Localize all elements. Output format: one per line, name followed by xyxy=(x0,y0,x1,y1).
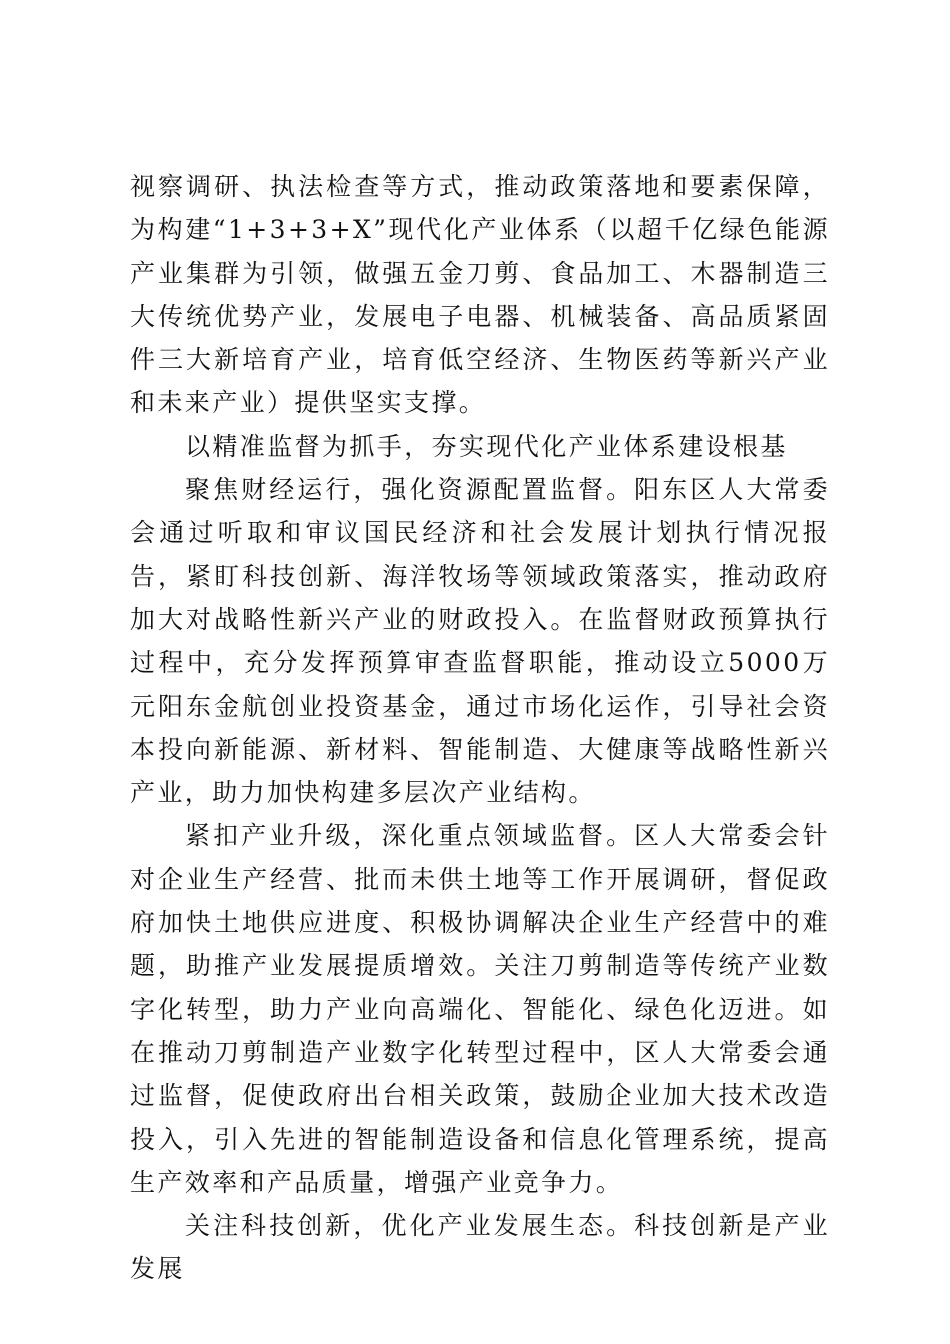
paragraph-industry-upgrade: 紧扣产业升级，深化重点领域监督。区人大常委会针对企业生产经营、批而未供土地等工作开展调研，督促政府加快土地供应进度、积极协调解决企业生产经营中的难题，助推产业发展提质增效。关注刀剪制造等传统产业数字化转型，助力产业向高端化、智能化、绿色化迈进。如在推动刀剪制造产业数字化转型过程中，区人大常委会通过监督，促使政府出台相关政策，鼓励企业加大技术改造投入，引入先进的智能制造设备和信息化管理系统，提高生产效率和产品质量，增强产业竞争力。 xyxy=(130,821,830,1197)
paragraph-continuation: 视察调研、执法检查等方式，推动政策落地和要素保障，为构建“1+3+3+X”现代化产业体系（以超千亿绿色能源产业集群为引领，做强五金刀剪、食品加工、木器制造三大传统优势产业，发展电子电器、机械装备、高品质紧固件三大新培育产业，培育低空经济、生物医药等新兴产业和未来产业）提供坚实支撑。 xyxy=(130,172,830,418)
paragraph-financial-supervision: 聚焦财经运行，强化资源配置监督。阳东区人大常委会通过听取和审议国民经济和社会发展计划执行情况报告，紧盯科技创新、海洋牧场等领域政策落实，推动政府加大对战略性新兴产业的财政投入。在监督财政预算执行过程中，充分发挥预算审查监督职能，推动设立5000万元阳东金航创业投资基金，通过市场化运作，引导社会资本投向新能源、新材料、智能制造、大健康等战略性新兴产业，助力加快构建多层次产业结构。 xyxy=(130,475,830,808)
document-body xyxy=(130,165,830,1291)
section-heading: 以精准监督为抓手，夯实现代化产业体系建设根基 xyxy=(185,431,788,461)
paragraph-tech-innovation: 关注科技创新，优化产业发展生态。科技创新是产业发展 xyxy=(130,1211,830,1284)
